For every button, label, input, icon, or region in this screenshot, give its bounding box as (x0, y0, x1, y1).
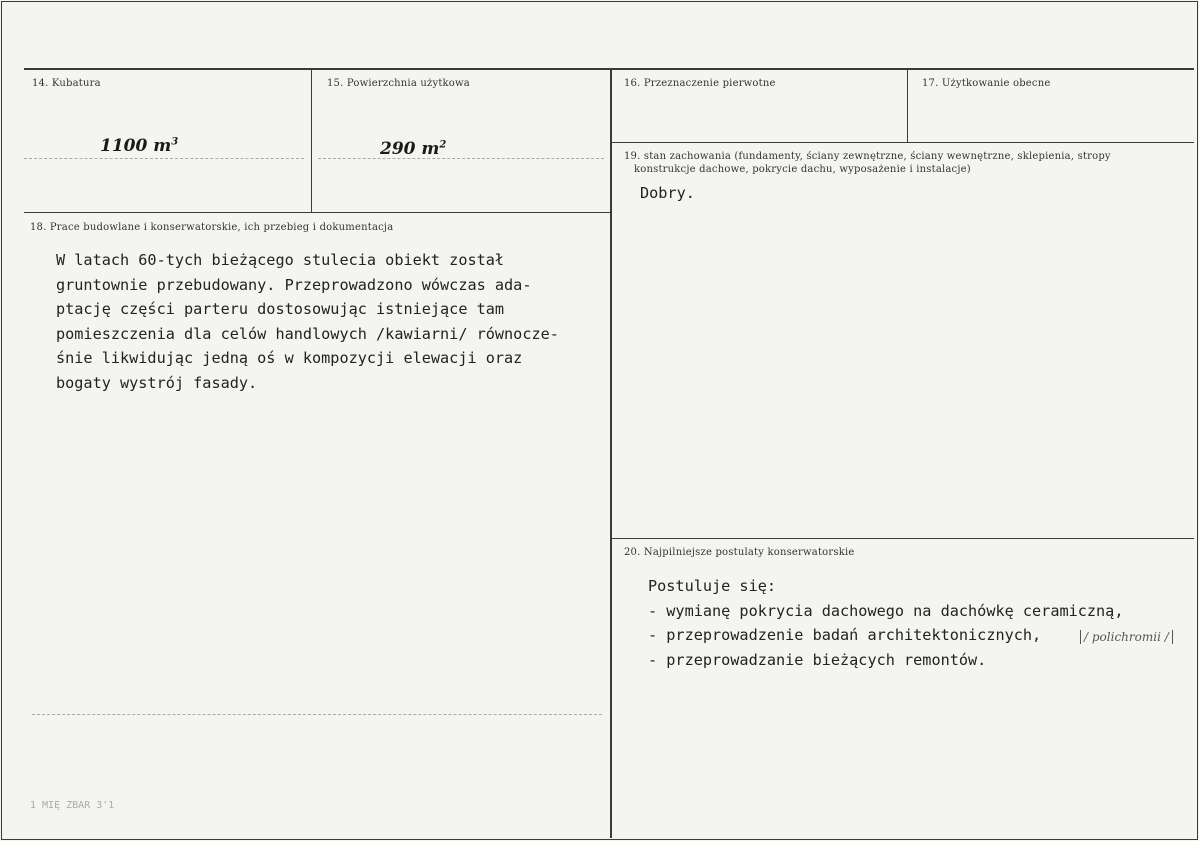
field-20-label: 20. Najpilniejsze postulaty konserwatorskie (624, 547, 855, 558)
field-20-handwritten-note: / polichromii / (1080, 630, 1173, 644)
field-18-line: W latach 60-tych bieżącego stulecia obiekt został (56, 251, 505, 269)
field-20-text (648, 574, 1123, 672)
field-18-line: gruntownie przebudowany. Przeprowadzono wówczas ada- (56, 275, 532, 294)
field-16-label: 16. Przeznaczenie pierwotne (624, 78, 776, 89)
faint-stamp: 1 MIĘ ZBAR 3'1 (30, 800, 115, 811)
divider-14-15 (311, 70, 312, 212)
field-14-value: 1100 $m^3$ (100, 136, 179, 156)
field-18-line: ptację części parteru dostosowując istniejące tam (56, 300, 505, 319)
divider-left-right (610, 70, 612, 838)
field-20-item: - wymianę pokrycia dachowego na dachówkę ceramiczną, (648, 601, 1124, 620)
field-20-intro: Postuluje się: (648, 577, 777, 595)
divider-16-17 (907, 70, 908, 142)
field-15-label: 15. Powierzchnia użytkowa (327, 78, 470, 89)
field-17-label: 17. Użytkowanie obecne (922, 78, 1051, 89)
field-14-dotted-line (24, 158, 304, 159)
field-18-line: śnie likwidując jedną oś w kompozycji elewacji oraz (56, 349, 523, 368)
rule-under-16-17 (612, 142, 1194, 143)
field-18-line: pomieszczenia dla celów handlowych /kawiarni/ równocze- (56, 324, 559, 343)
field-15-value: 290 $m^2$ (380, 139, 447, 159)
rule-under-14-15 (24, 212, 610, 213)
field-20-item: - przeprowadzenie badań architektonicznych, (648, 626, 1042, 645)
field-19-label (624, 150, 1184, 176)
field-18-line: bogaty wystrój fasady. (56, 373, 258, 392)
field-19-value: Dobry. (640, 184, 695, 202)
rule-above-20 (612, 538, 1194, 539)
field-19-label-line: 19. stan zachowania (fundamenty, ściany zewnętrzne, ściany wewnętrzne, sklepienia, stropy (624, 151, 1111, 162)
field-18-text (56, 248, 559, 396)
top-rule (24, 68, 1194, 70)
field-20-item: - przeprowadzanie bieżących remontów. (648, 650, 987, 669)
field-15-dotted-line (318, 158, 604, 159)
field-19-label-line: konstrukcje dachowe, pokrycie dachu, wyposażenie i instalacje) (634, 164, 971, 175)
field-14-label: 14. Kubatura (32, 78, 101, 89)
field-18-dotted-line (32, 714, 602, 715)
field-18-label: 18. Prace budowlane i konserwatorskie, ich przebieg i dokumentacja (30, 222, 394, 233)
